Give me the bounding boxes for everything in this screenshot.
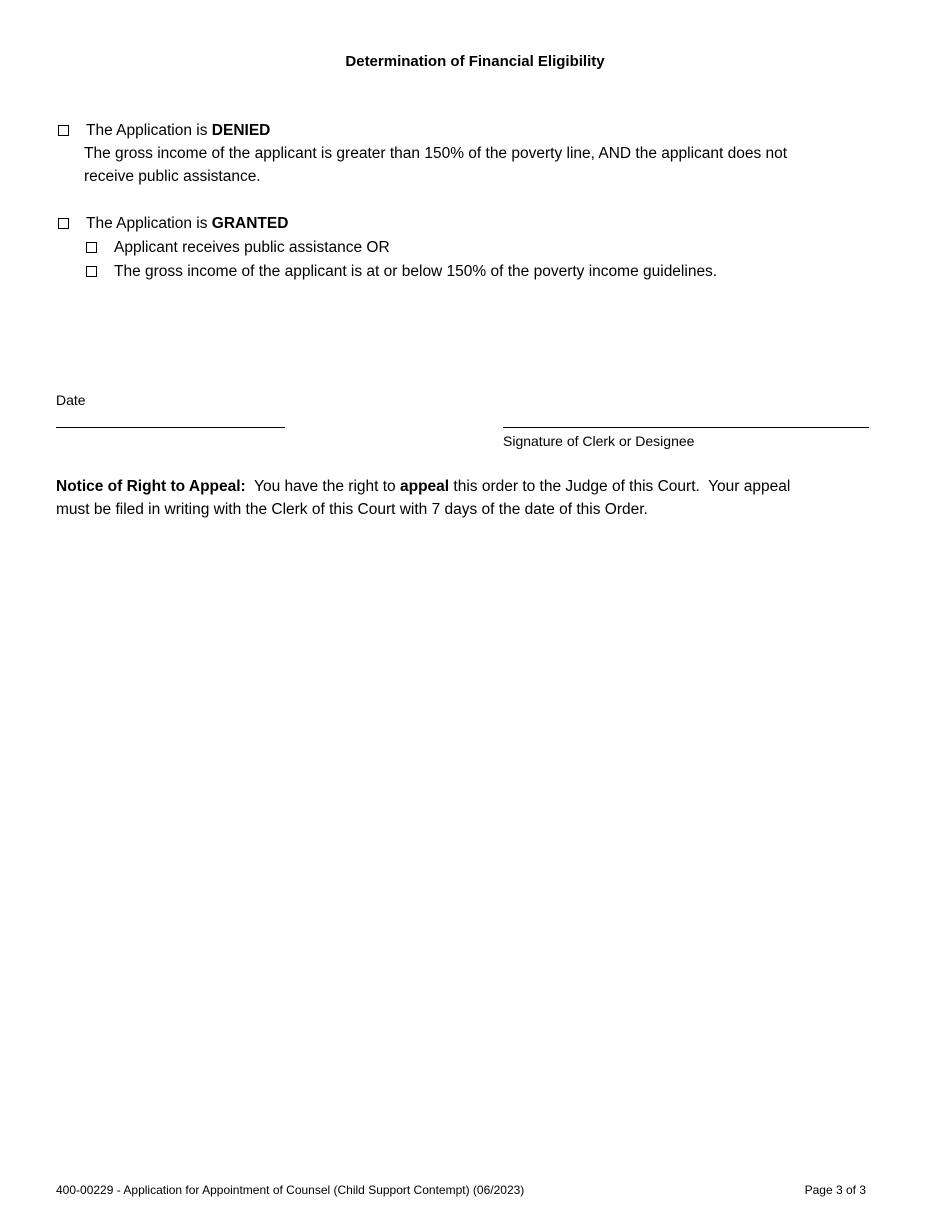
signature-line[interactable] [503,427,869,428]
denied-reason-line-1: The gross income of the applicant is greater than 150% of the poverty line, AND the applicant does not [84,145,788,162]
granted-label [86,212,288,235]
appeal-notice-emphasis: appeal [399,478,450,495]
appeal-notice-heading: Notice of Right to Appeal: [56,478,246,495]
income-guideline-checkbox[interactable] [86,266,97,277]
date-line[interactable] [56,427,285,428]
appeal-notice-line-2: must be filed in writing with the Clerk of this Court with 7 days of the date of this Order. [56,501,648,518]
signature-label: Signature of Clerk or Designee [503,433,695,449]
denied-reason [84,142,924,188]
footer-page-number: Page 3 of 3 [804,1183,866,1197]
granted-prefix: The Application is [86,215,212,232]
granted-suboption-income [86,260,906,283]
denied-emphasis: DENIED [211,122,271,139]
appeal-notice [56,475,906,521]
public-assistance-label: Applicant receives public assistance OR [114,239,390,256]
page-title: Determination of Financial Eligibility [345,53,605,70]
denied-reason-line-2: receive public assistance. [84,168,261,185]
granted-checkbox[interactable] [58,218,69,229]
granted-option [58,212,898,235]
public-assistance-checkbox[interactable] [86,242,97,253]
appeal-notice-line-1 [56,475,906,498]
granted-suboption-public-assistance [86,236,906,259]
footer-form-id: 400-00229 - Application for Appointment of Counsel (Child Support Contempt) (06/2023) [56,1183,525,1197]
appeal-notice-text-1: You have the right to [245,478,400,495]
granted-emphasis: GRANTED [211,215,289,232]
denied-prefix: The Application is [86,122,212,139]
appeal-notice-text-2: this order to the Judge of this Court. Your appeal [449,478,791,495]
denied-checkbox[interactable] [58,125,69,136]
income-guideline-label: The gross income of the applicant is at or below 150% of the poverty income guidelines. [114,263,718,280]
denied-option [58,119,898,142]
denied-label [86,119,270,142]
date-label: Date [56,392,86,408]
